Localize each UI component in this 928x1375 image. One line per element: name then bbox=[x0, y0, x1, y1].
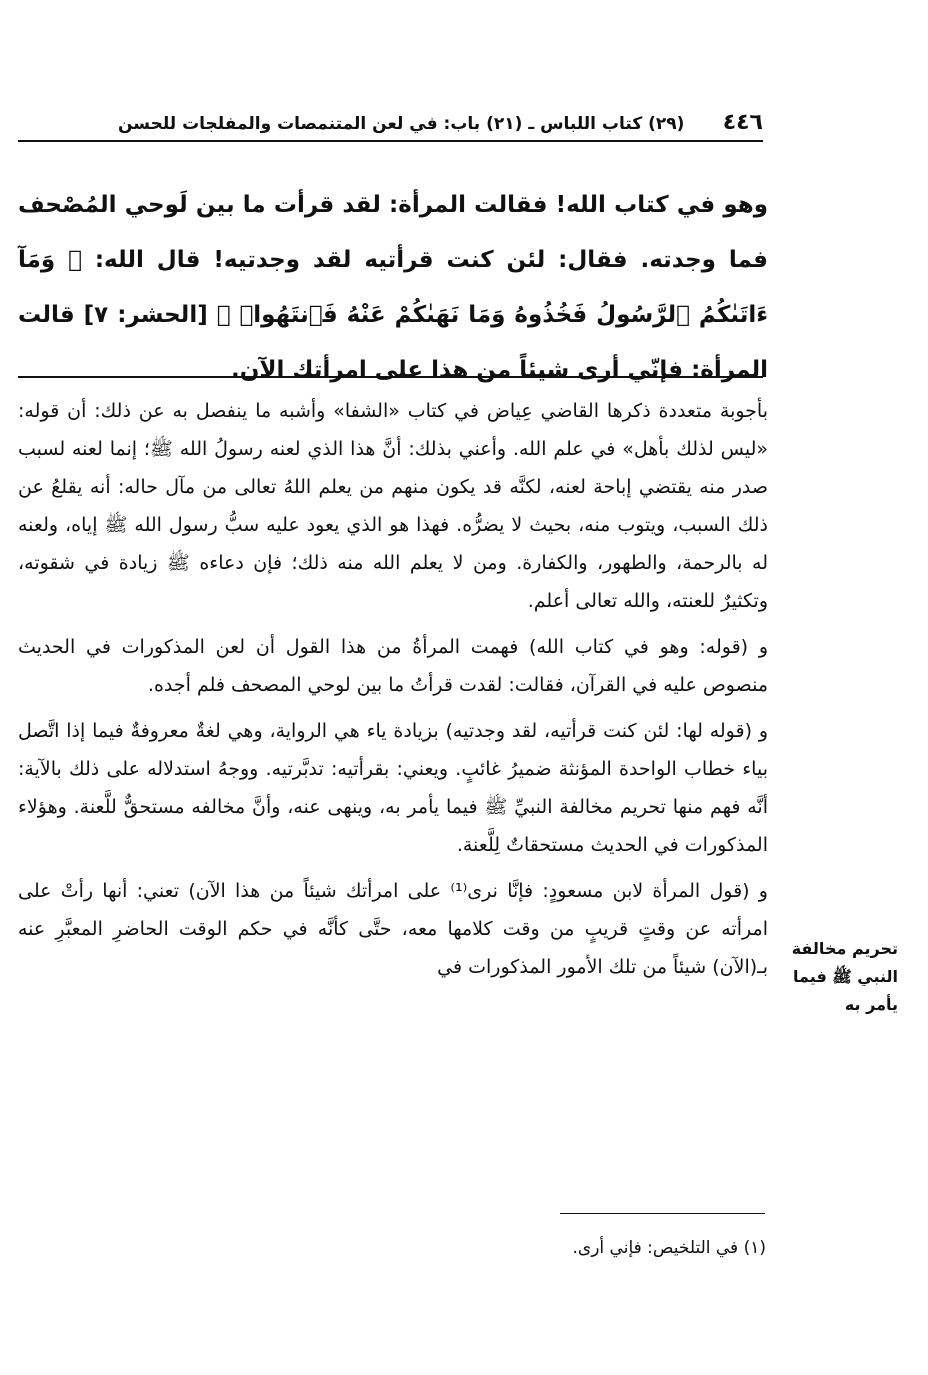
commentary-paragraph-3: و (قوله لها: لئن كنت قرأتيه، لقد وجدتيه) بزيادة ياء هي الرواية، وهي لغةٌ معروفةٌ فيما إذا اتَّصل بياء خطاب الواحدة المؤنثة ضميرُ غائبٍ. ويعني: بقرأتيه: تدبَّرتيه. ووجهُ استدلاله على ذلك بالآية: أنَّه فهم منها تحريم مخالفة النبيِّ ﷺ فيما يأمر به، وينهى عنه، وأنَّ مخالفه مستحقٌّ للَّعنة. وهؤلاء المذكورات في الحديث مستحقاتٌ لِلَّعنة. bbox=[18, 720, 768, 856]
footnote-divider bbox=[560, 1213, 765, 1214]
margin-note: تحريم مخالفة النبي ﷺ فيما يأمر به bbox=[791, 939, 898, 1014]
commentary-paragraph-1: بأجوبة متعددة ذكرها القاضي عِياض في كتاب «الشفا» وأشبه ما ينفصل به عن ذلك: أن قوله: «ليس لذلك بأهل» في علم الله. وأعني بذلك: أنَّ هذا الذي لعنه رسولُ الله ﷺ؛ إنما لعنه لسبب صدر منه يقتضي إباحة لعنه، لكنَّه قد يكون منهم من يعلم اللهُ تعالى من مآل حاله: أنه يقلعُ عن ذلك السبب، ويتوب منه، بحيث لا يضرُّه. فهذا هو الذي يعود عليه سبُّ رسول الله ﷺ إياه، ولعنه له بالرحمة، والطهور، والكفارة. ومن لا يعلم الله منه ذلك؛ فإن دعاءه ﷺ زيادة في شقوته، وتكثيرٌ للعنته، والله تعالى أعلم. bbox=[18, 400, 768, 612]
page-header bbox=[18, 110, 763, 142]
hadith-paragraph: وهو في كتاب الله! فقالت المرأة: لقد قرأت ما بين لَوحي المُصْحف فما وجدته. فقال: لئن كنت قرأتيه لقد وجدتيه! قال الله: ﴿ وَمَآ ءَاتَىٰكُمُ ٱلرَّسُولُ فَخُذُوهُ وَمَا نَهَىٰكُمْ عَنْهُ فَٱنتَهُوا۟ ﴾ [الحشر: ٧] قالت المرأة: فإنّي أرى شيئاً من هذا على امرأتك الآن. bbox=[18, 192, 768, 383]
footnote: (١) في التلخيص: فإني أرى. bbox=[572, 1238, 766, 1258]
commentary-paragraph-4: و (قول المرأة لابن مسعودٍ: فإنَّا نرى⁽¹⁾ على امرأتك شيئاً من هذا الآن) تعني: أنها رأتْ على امرأته عن وقتٍ قريبٍ من وقت كلامها معه، حتَّى كأنَّه في حكم الوقت الحاضرِ المعبَّرِ عنه بـ(الآن) شيئاً من تلك الأمور المذكورات في bbox=[18, 880, 768, 978]
commentary-paragraph-2: و (قوله: وهو في كتاب الله) فهمت المرأةُ من هذا القول أن لعن المذكورات في الحديث منصوص عليه في القرآن، فقالت: لقدت قرأتُ ما بين لوحي المصحف فلم أجده. bbox=[18, 636, 768, 696]
page-number: ٤٤٦ bbox=[722, 110, 763, 135]
running-title: (٢٩) كتاب اللباس ـ (٢١) باب: في لعن المتنمصات والمفلجات للحسن bbox=[118, 114, 685, 134]
commentary-text bbox=[18, 392, 768, 990]
section-divider bbox=[18, 376, 763, 378]
hadith-text bbox=[18, 178, 768, 398]
